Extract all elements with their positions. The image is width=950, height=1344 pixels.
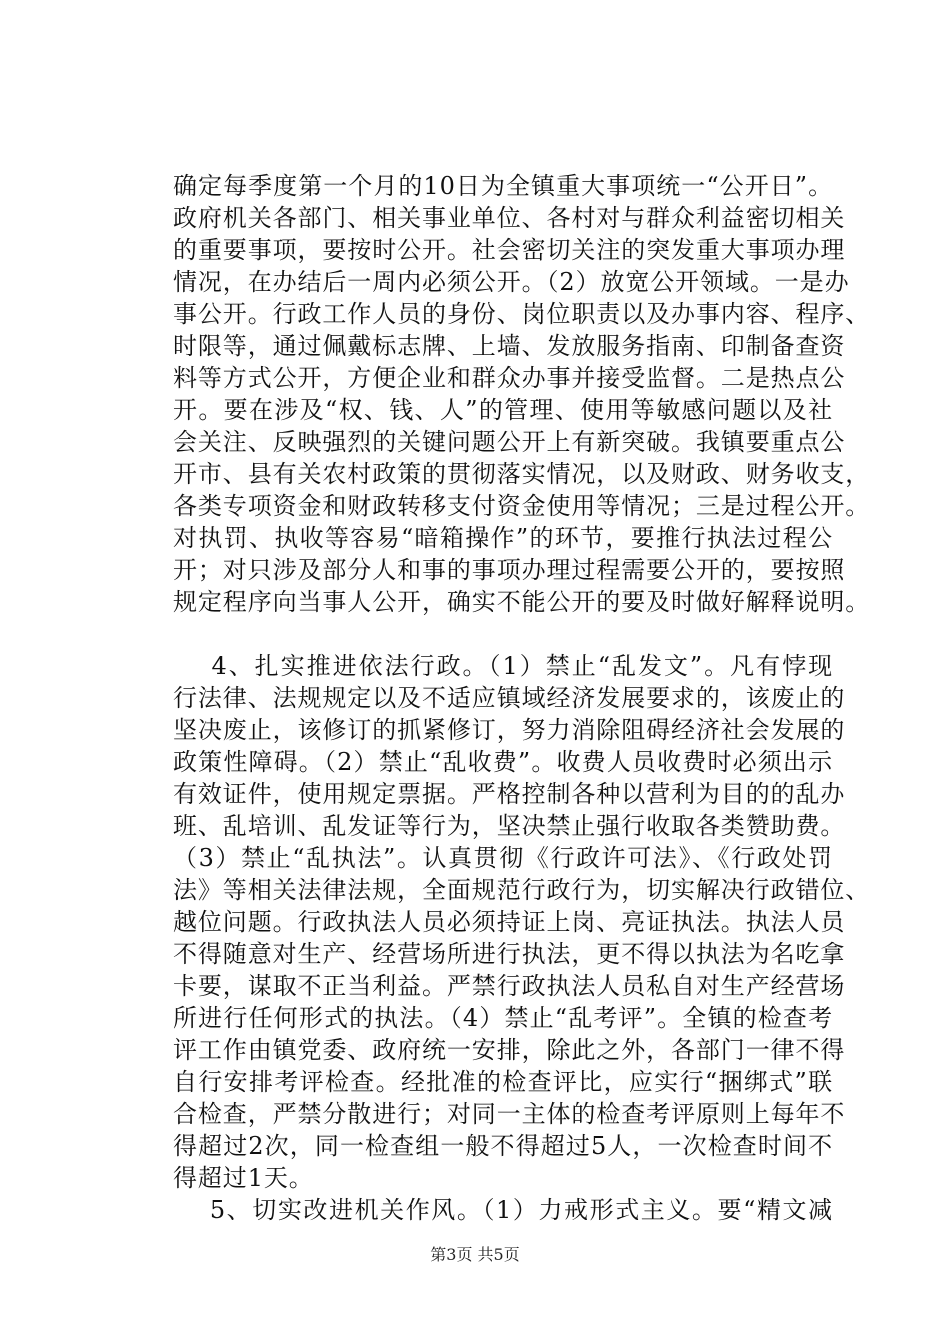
page-number-footer: 第3页 共5页 [430,1245,520,1264]
text-line: 开；对只涉及部分人和事的事项办理过程需要公开的，要按照 [173,556,846,584]
text-line: 行法律、法规规定以及不适应镇域经济发展要求的，该废止的 [173,684,846,712]
text-line: 确定每季度第一个月的10日为全镇重大事项统一“公开日”。 [173,172,833,200]
paragraph-administration [173,650,871,1226]
text-line: 评工作由镇党委、政府统一安排，除此之外，各部门一律不得 [173,1036,846,1064]
text-line: 情况，在办结后一周内必须公开。（2）放宽公开领域。一是办 [173,268,850,296]
text-line: 得超过1天。 [173,1164,314,1192]
text-line: 自行安排考评检查。经批准的检查评比，应实行“捆绑式”联 [173,1068,833,1096]
text-line: 有效证件，使用规定票据。严格控制各种以营利为目的的乱办 [173,780,846,808]
text-line: 合检查，严禁分散进行；对同一主体的检查考评原则上每年不 [173,1100,846,1128]
text-line: 开市、县有关农村政策的贯彻落实情况，以及财政、财务收支， [173,460,871,488]
text-line: 法》等相关法律法规，全面规范行政行为，切实解决行政错位、 [173,876,871,904]
paragraph-spacer [173,618,833,650]
text-line: 事公开。行政工作人员的身份、岗位职责以及办事内容、程序、 [173,300,871,328]
text-line: 所进行任何形式的执法。（4）禁止“乱考评”。全镇的检查考 [173,1004,833,1032]
text-line: 坚决废止，该修订的抓紧修订，努力消除阻碍经济社会发展的 [173,716,846,744]
text-line: 时限等，通过佩戴标志牌、上墙、发放服务指南、印制备查资 [173,332,846,360]
text-line: 料等方式公开，方便企业和群众办事并接受监督。二是热点公 [173,364,846,392]
paragraph-public-affairs [173,170,871,618]
text-line: 政府机关各部门、相关事业单位、各村对与群众利益密切相关 [173,204,846,232]
text-line: 越位问题。行政执法人员必须持证上岗、亮证执法。执法人员 [173,908,846,936]
text-line: 4、扎实推进依法行政。（1）禁止“乱发文”。凡有悖现 [173,652,833,680]
text-line: 对执罚、执收等容易“暗箱操作”的环节，要推行执法过程公 [173,524,833,552]
text-line: 不得随意对生产、经营场所进行执法，更不得以执法为名吃拿 [173,940,846,968]
text-line: 得超过2次，同一检查组一般不得超过5人，一次检查时间不 [173,1132,833,1160]
text-line: 各类专项资金和财政转移支付资金使用等情况；三是过程公开。 [173,492,871,520]
text-line: （3）禁止“乱执法”。认真贯彻《行政许可法》、《行政处罚 [173,844,833,872]
text-line: 开。要在涉及“权、钱、人”的管理、使用等敏感问题以及社 [173,396,833,424]
text-line: 规定程序向当事人公开，确实不能公开的要及时做好解释说明。 [173,588,871,616]
text-line: 5、切实改进机关作风。（1）力戒形式主义。要“精文减 [173,1196,833,1224]
text-line: 会关注、反映强烈的关键问题公开上有新突破。我镇要重点公 [173,428,846,456]
text-line: 卡要，谋取不正当利益。严禁行政执法人员私自对生产经营场 [173,972,846,1000]
text-line: 的重要事项，要按时公开。社会密切关注的突发重大事项办理 [173,236,846,264]
text-line: 班、乱培训、乱发证等行为，坚决禁止强行收取各类赞助费。 [173,812,846,840]
document-body [173,170,871,1226]
text-line: 政策性障碍。（2）禁止“乱收费”。收费人员收费时必须出示 [173,748,833,776]
